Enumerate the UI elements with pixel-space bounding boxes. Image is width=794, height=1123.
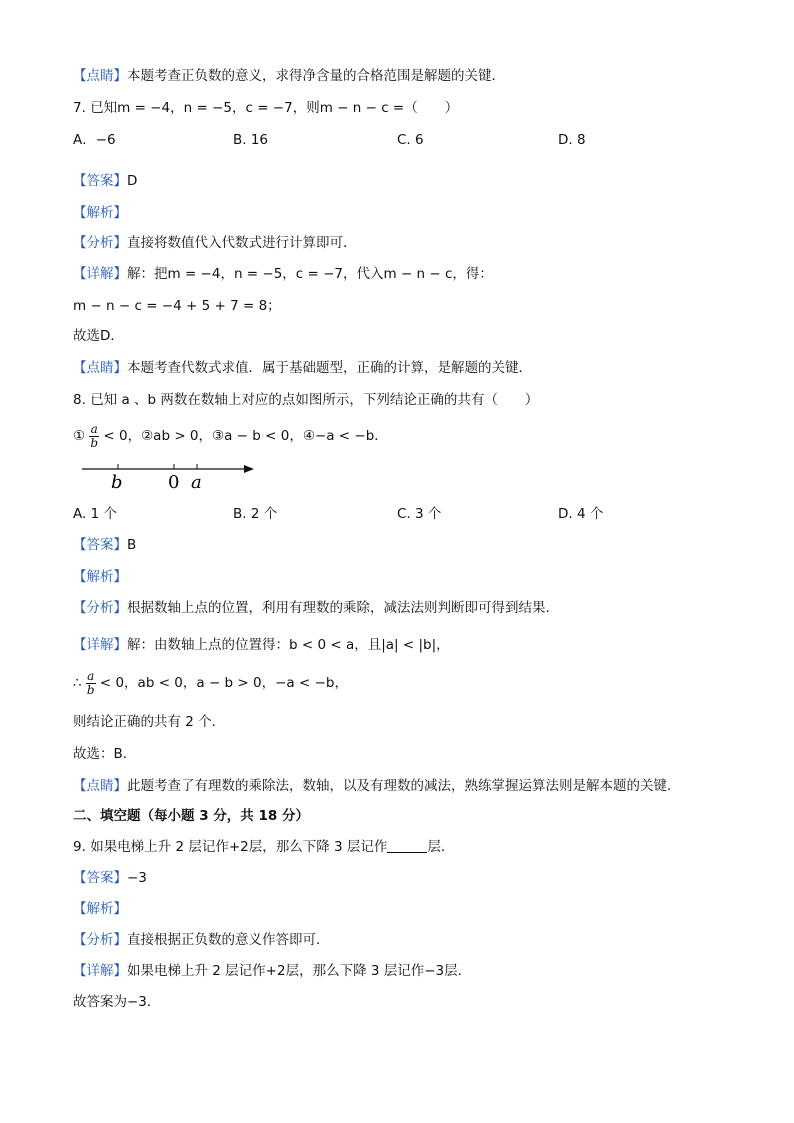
q7-fenxi: 直接将数值代入代数式进行计算即可． xyxy=(127,235,357,251)
q7-xiangjie-line xyxy=(73,265,493,283)
label-zero: 0 xyxy=(168,472,180,493)
fraction-denominator: b xyxy=(86,682,95,697)
q7-answer-line xyxy=(73,172,137,190)
analysis-tag: 【解析】 xyxy=(73,205,127,221)
tip-text: 本题考查正负数的意义，求得净含量的合格范围是解题的关键． xyxy=(127,68,505,84)
q8-choose: 故选：B． xyxy=(73,746,137,762)
number-line-figure xyxy=(80,458,260,494)
fenxi-tag: 【分析】 xyxy=(73,235,127,251)
q9-stem-line xyxy=(73,838,454,856)
q8-statements-line xyxy=(73,421,388,451)
xiangjie-tag: 【详解】 xyxy=(73,963,127,979)
q9-stem-b: 层． xyxy=(427,839,455,855)
q8-conclusion-line xyxy=(73,713,225,731)
section-title: 二、填空题（每小题 3 分，共 18 分） xyxy=(73,808,309,824)
q7-choose: 故选D． xyxy=(73,328,124,344)
circle-1: ① xyxy=(73,428,86,444)
q8-xiangjie: 解：由数轴上点的位置得：b < 0 < a，且|a| < |b|， xyxy=(127,637,450,653)
label-a: a xyxy=(191,472,202,493)
answer-blank xyxy=(387,838,427,853)
therefore-symbol: ∴ xyxy=(73,675,82,691)
q8-number: 8. xyxy=(73,392,86,408)
fraction-numerator: a xyxy=(87,668,95,683)
q7-number: 7. xyxy=(73,100,86,116)
q9-xiangjie-line xyxy=(73,962,471,980)
q7-choose-line xyxy=(73,327,124,345)
fraction-denominator: b xyxy=(90,435,99,450)
answer-tag: 【答案】 xyxy=(73,870,127,886)
q9-answer-line xyxy=(73,869,147,887)
label-b: b xyxy=(111,472,123,493)
q9-answer: −3 xyxy=(127,870,147,886)
q8-analysis-line xyxy=(73,568,127,586)
q7-answer: D xyxy=(127,173,138,189)
fraction-a-over-b xyxy=(86,670,96,697)
q8-answer-line xyxy=(73,536,136,554)
q7-xiangjie: 解：把m = −4，n = −5，c = −7，代入m − n − c，得： xyxy=(127,266,493,282)
q9-fenxi-line xyxy=(73,931,330,949)
q8-option-a: A. 1 个 xyxy=(73,506,117,522)
q8-option-d: D. 4 个 xyxy=(558,506,604,522)
q7-tip-line xyxy=(73,359,532,377)
fraction-numerator: a xyxy=(90,421,98,436)
q8-xiangjie-line xyxy=(73,636,450,654)
tip-tag: 【点睛】 xyxy=(73,360,127,376)
q8-tip-line xyxy=(73,777,681,795)
q7-stem: 已知m = −4，n = −5，c = −7，则m − n − c =（ ） xyxy=(90,100,459,116)
q7-analysis-line xyxy=(73,204,127,222)
q7-fenxi-line xyxy=(73,234,357,252)
q8-answer: B xyxy=(127,537,137,553)
q7-option-c: C. 6 xyxy=(397,132,424,148)
q9-final: 故答案为−3． xyxy=(73,994,161,1010)
q9-analysis-line xyxy=(73,900,127,918)
fenxi-tag: 【分析】 xyxy=(73,932,127,948)
q8-tip: 此题考查了有理数的乘除法，数轴，以及有理数的减法，熟练掌握运算法则是解本题的关键． xyxy=(127,778,681,794)
tip-tag: 【点睛】 xyxy=(73,68,127,84)
q8-choose-line xyxy=(73,745,136,763)
q8-option-b: B. 2 个 xyxy=(233,506,278,522)
q8-fenxi-line xyxy=(73,599,559,617)
q7-tip: 本题考查代数式求值．属于基础题型，正确的计算，是解题的关键． xyxy=(127,360,532,376)
q8-option-c: C. 3 个 xyxy=(397,506,442,522)
q9-final-line xyxy=(73,993,160,1011)
analysis-tag: 【解析】 xyxy=(73,569,127,585)
q7-option-a: A．−6 xyxy=(73,132,116,148)
q8-conclusion: 则结论正确的共有 2 个． xyxy=(73,714,226,730)
fenxi-tag: 【分析】 xyxy=(73,600,127,616)
xiangjie-tag: 【详解】 xyxy=(73,266,127,282)
q8-therefore-text: < 0，ab < 0，a − b > 0，−a < −b， xyxy=(95,675,348,691)
tip-tag: 【点睛】 xyxy=(73,778,127,794)
analysis-tag: 【解析】 xyxy=(73,901,127,917)
q7-stem-line xyxy=(73,99,458,117)
q8-therefore-line xyxy=(73,666,348,700)
q8-statements-text: < 0，②ab > 0，③a − b < 0，④−a < −b． xyxy=(99,428,388,444)
answer-tag: 【答案】 xyxy=(73,173,127,189)
q7-calc: m − n − c = −4 + 5 + 7 = 8； xyxy=(73,298,281,314)
q8-fenxi: 根据数轴上点的位置，利用有理数的乘除，减法法则判断即可得到结果． xyxy=(127,600,559,616)
xiangjie-tag: 【详解】 xyxy=(73,637,127,653)
q9-xiangjie: 如果电梯上升 2 层记作+2层，那么下降 3 层记作−3层． xyxy=(127,963,472,979)
q8-stem: 已知 a 、b 两数在数轴上对应的点如图所示，下列结论正确的共有（ ） xyxy=(90,392,539,408)
q9-number: 9. xyxy=(73,839,86,855)
number-line-arrow xyxy=(244,465,254,473)
answer-tag: 【答案】 xyxy=(73,537,127,553)
q7-option-d: D. 8 xyxy=(558,132,586,148)
q9-stem-a: 如果电梯上升 2 层记作+2层，那么下降 3 层记作 xyxy=(90,839,388,855)
q7-option-b: B. 16 xyxy=(233,132,269,148)
fraction-a-over-b xyxy=(89,423,99,450)
q8-stem-line xyxy=(73,391,538,409)
prev-tip-line xyxy=(73,67,505,85)
q7-calc-line xyxy=(73,297,281,315)
q9-fenxi: 直接根据正负数的意义作答即可． xyxy=(127,932,330,948)
